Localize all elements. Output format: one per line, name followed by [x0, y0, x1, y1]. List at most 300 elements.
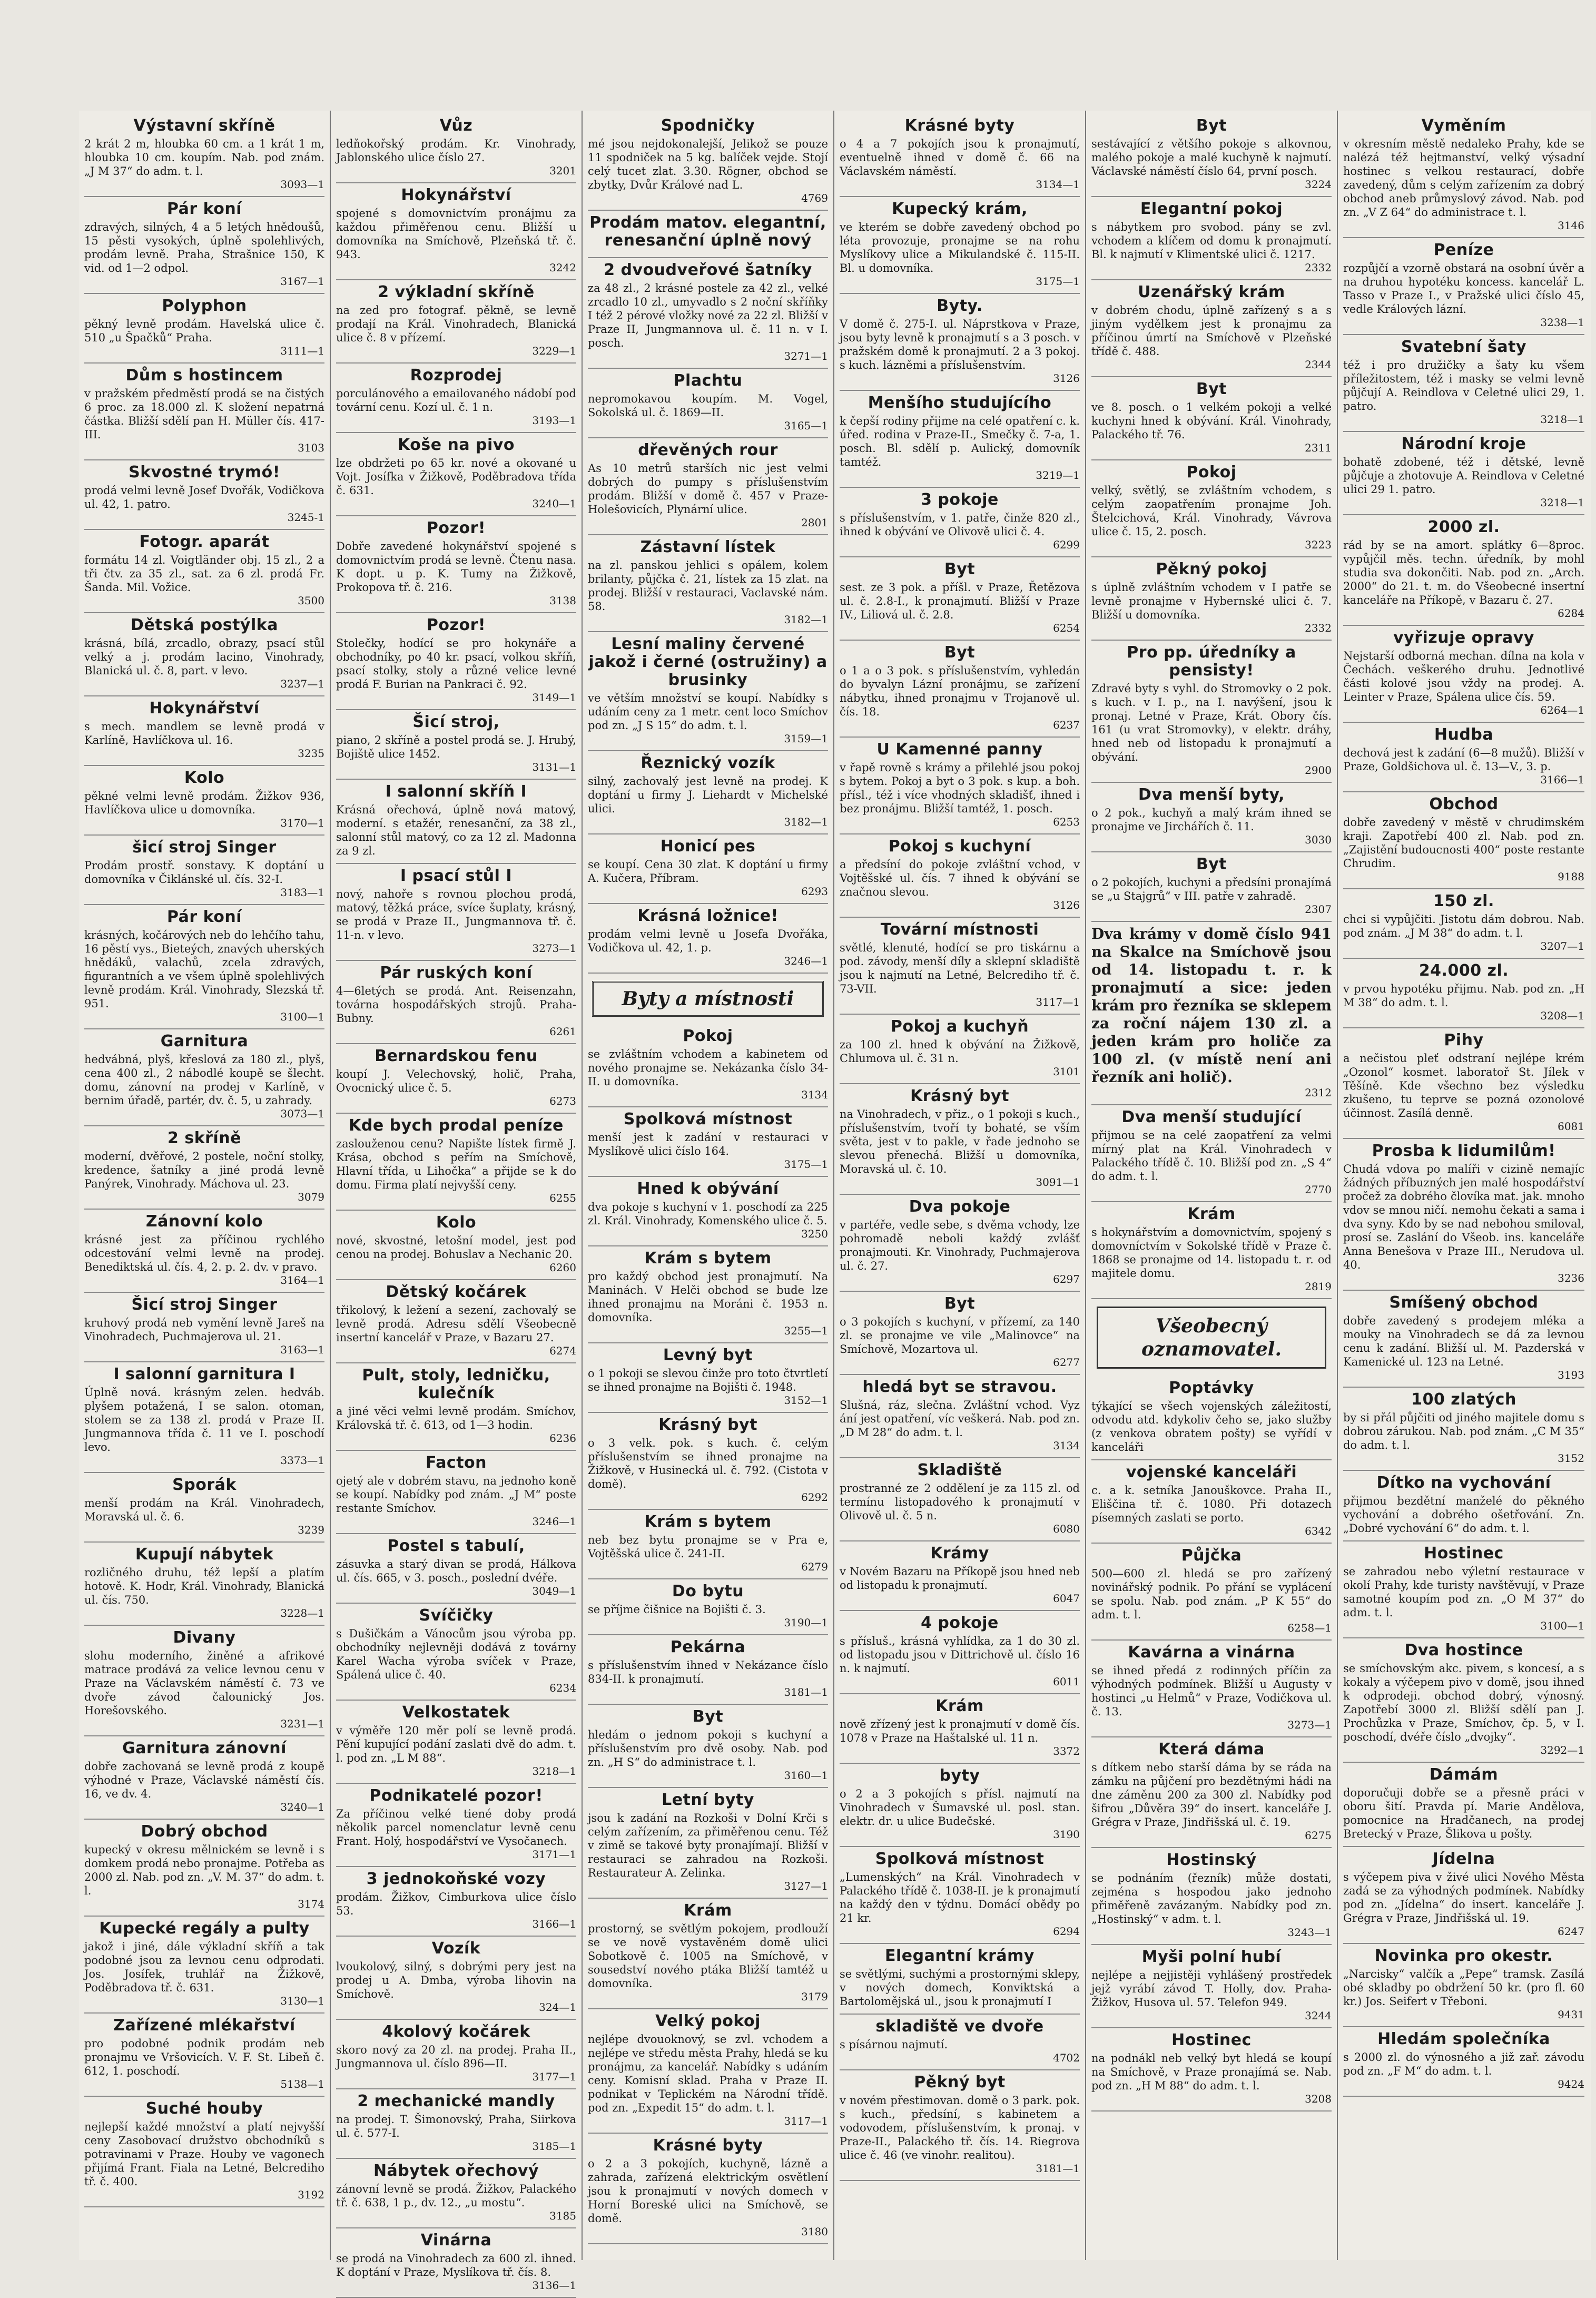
- ad-reference-number: 3240—1: [280, 1801, 324, 1813]
- ad-reference-number: 3138: [549, 594, 576, 607]
- ad-text: 4—6letých se prodá. Ant. Reisenzahn, továrna hospodářských strojů. Praha-Bubny.: [336, 985, 576, 1025]
- ad-heading: Vinárna: [420, 2231, 492, 2250]
- ad-reference-number: 3134—1: [1036, 178, 1080, 191]
- ad-text: s 2000 zl. do výnosného a již zař. závodu pod zn. „F M“ do adm. t. l.: [1343, 2051, 1584, 2077]
- ad-text: porculánového a emailovaného nádobí pod tovární cenu. Kozí ul. č. 1 n.: [336, 387, 576, 414]
- ad-reference-number: 3182—1: [784, 613, 828, 626]
- ad-heading: Řeznický vozík: [641, 754, 775, 772]
- ad-heading: 2 mechanické mandly: [357, 2092, 555, 2110]
- ad-text: prodá velmi levně Josef Dvořák, Vodičkova ul. 42, 1. patro.: [84, 484, 324, 510]
- ad-heading: Byt: [1196, 116, 1227, 135]
- ad-heading: Kupecké regály a pulty: [99, 1919, 310, 1938]
- ad-reference-number: 3146: [1558, 219, 1584, 232]
- ad-reference-number: 3134: [1053, 1439, 1080, 1452]
- classified-ad: [1343, 1388, 1584, 1471]
- ad-reference-number: 3175—1: [784, 1158, 828, 1171]
- ad-text: s výčepem piva v živé ulici Nového Města zadá se za výhodných podmínek. Nabídky pod zn. „Jídelna“ do insert. kanceláře J. Grégra v Praze, Jindřišská ul. 19.: [1343, 1871, 1584, 1924]
- ad-reference-number: 3101: [1053, 1065, 1080, 1078]
- ad-text: chci si vypůjčiti. Jistotu dám dobrou. Nab. pod znám. „J M 38“ do adm. t. l.: [1343, 913, 1584, 939]
- ad-text: V domě č. 275-I. ul. Náprstkova v Praze, jsou byty levně k pronajmutí s a 3 posch. v pražském domě k pronajmutí. 2 a 3 pokoj. s kuch. lázněmi a příslušenstvím.: [840, 318, 1080, 371]
- ad-text: se příjme čišnice na Bojišti č. 3.: [588, 1603, 766, 1616]
- ad-text: se světlými, suchými a prostornými sklepy, v nových domech, Konviktská a Bartolomějská ul., jsou k pronajmutí I: [840, 1968, 1080, 2008]
- ad-reference-number: 6279: [801, 1560, 828, 1573]
- classified-ad: [840, 1847, 1080, 1944]
- ad-heading: Nábytek ořechový: [373, 2162, 539, 2180]
- ad-reference-number: 3100—1: [280, 1010, 324, 1023]
- ad-heading: Zánovní kolo: [145, 1212, 263, 1231]
- classified-ad: [1091, 852, 1332, 922]
- classified-ad: [1091, 922, 1332, 1105]
- ad-heading: Národní kroje: [1401, 435, 1526, 453]
- ad-reference-number: 9188: [1558, 870, 1584, 883]
- classified-ad: [1343, 114, 1584, 238]
- ad-reference-number: 3208—1: [1540, 1009, 1584, 1022]
- ad-reference-number: 3185: [549, 2209, 576, 2222]
- ad-text: lvoukolový, silný, s dobrými pery jest na prodej u A. Dmba, výroba lihovin na Smíchově.: [336, 1960, 576, 2000]
- ad-heading: 2 dvoudveřové šatníky: [604, 261, 812, 279]
- ad-heading: Krám s bytem: [644, 1513, 772, 1531]
- ad-text: nový, nahoře s rovnou plochou prodá, matový, těžká práce, svíce šuplaty, krásný, se prodá v Praze II., Jungmannova tř. č. 11-n. v levo.: [336, 888, 576, 941]
- ad-heading: Pult, stoly, ledničku, kulečník: [362, 1366, 550, 1402]
- ad-reference-number: 3136—1: [532, 2279, 576, 2292]
- ad-reference-number: 6260: [549, 1261, 576, 1274]
- ad-text: o 2 pokojích, kuchyni a předsíni pronajímá se „u Stajgrů“ v III. patře v zahradě.: [1091, 876, 1332, 902]
- classified-ad: [336, 1114, 576, 1211]
- classified-ad: [84, 294, 324, 364]
- classified-ad: [336, 780, 576, 864]
- ad-text: nepromokavou koupím. M. Vogel, Sokolská ul. č. 1869—II.: [588, 392, 828, 419]
- ad-reference-number: 6080: [1053, 1523, 1080, 1535]
- classified-ad: [840, 1611, 1080, 1694]
- ad-heading: Poptávky: [1169, 1379, 1254, 1397]
- ad-text: spojené s domovnictvím pronájmu za každou přiměřenou cenu. Bližší u domovníka na Smíchově, Plzeňská tř. č. 943.: [336, 207, 576, 261]
- ad-text: v pražském předměstí prodá se na čistých 6 proc. za 18.000 zl. K složení nepatrná částka. Bližší sdělí pan H. Müller čís. 417-III.: [84, 387, 324, 441]
- classified-ad: [840, 1015, 1080, 1084]
- ad-heading: Pár ruských koní: [380, 964, 533, 982]
- classified-ad: [588, 1579, 828, 1635]
- ad-reference-number: 9424: [1558, 2078, 1584, 2090]
- ad-heading: Lesní maliny červené jakož i černé (ostružiny) a brusinky: [588, 635, 827, 689]
- ad-heading: Letní byty: [662, 1791, 754, 1809]
- classified-ad: [840, 1694, 1080, 1764]
- ad-heading: 2 skříně: [168, 1129, 241, 1147]
- ad-text: Nejstarší odborná mechan. dílna na kola v Čechách. veškerého druhu. Jednotlivé části kolové jsou vždy na prodej. A. Leinter v Praze, Spálena ulice čís. 59.: [1343, 650, 1584, 703]
- ad-text: Prodám prostř. sonstavy. K doptání u domovníka v Čiklánské ul. čís. 32-I.: [84, 859, 324, 886]
- ad-text: ve větším množství se koupí. Nabídky s udáním ceny za 1 metr. cent loco Smíchov pod zn. „J S 15“ do adm. t. l.: [588, 692, 828, 732]
- ad-reference-number: 2801: [801, 516, 828, 529]
- ad-heading: 3 jednokoňské vozy: [366, 1870, 546, 1888]
- ad-text: „Lumenských“ na Král. Vinohradech v Palackého třídě č. 1038-II. je k pronajmutí na každý den v týdnu. Domácí obědy po 21 kr.: [840, 1871, 1080, 1924]
- ad-reference-number: 3185—1: [532, 2140, 576, 2153]
- ad-reference-number: 3100—1: [1540, 1619, 1584, 1632]
- ad-heading: Tovární místnosti: [880, 920, 1039, 939]
- ad-text: ve kterém se dobře zavedený obchod po léta provozuje, pronajme se na rohu Myslíkovy ulice a Mikulandské č. 115-II. Bl. u domovníka.: [840, 221, 1080, 274]
- ad-heading: Sporák: [172, 1476, 237, 1494]
- ad-text: „Narcisky“ valčík a „Pepe“ tramsk. Zasílá obé skladby po obdržení 50 kr. (pro fl. 60 kr.) Jos. Seifert v Třeboni.: [1343, 1968, 1584, 2008]
- classified-ad: [336, 183, 576, 280]
- ad-text: c. a k. setníka Janouškovce. Praha II., Eliščina tř. č. 1080. Při dotazech písemných zaslati se porto.: [1091, 1484, 1332, 1524]
- ad-heading: Dobrý obchod: [141, 1822, 268, 1841]
- ad-heading: vojenské kanceláři: [1126, 1463, 1297, 1481]
- ad-reference-number: 4702: [1053, 2051, 1080, 2064]
- classified-ad: [588, 1635, 828, 1705]
- ad-reference-number: 3180: [801, 2225, 828, 2238]
- ad-reference-number: 3049—1: [532, 1585, 576, 1597]
- ad-heading: Divany: [173, 1628, 236, 1647]
- classified-ad: [84, 1210, 324, 1293]
- ad-reference-number: 3246—1: [784, 955, 828, 967]
- classified-ad: [336, 2089, 576, 2159]
- ad-heading: Hudba: [1434, 725, 1494, 744]
- ad-reference-number: 2900: [1305, 764, 1332, 777]
- ad-heading: Krám s bytem: [644, 1249, 772, 1268]
- ad-heading: Rozprodej: [410, 366, 503, 385]
- ad-text: v řapě rovně s krámy a přilehlé jsou pokoj s bytem. Pokoj a byt o 3 pok. s kup. a boh. přísl., též i více vhodných skladišť, ihned i bez pronájmu. Bližší tamtéž, 1. posch.: [840, 761, 1080, 815]
- ad-heading: Garnitura zánovní: [122, 1739, 287, 1757]
- ad-heading: Krám: [684, 1901, 732, 1920]
- ad-heading: Kde bych prodal peníze: [349, 1116, 564, 1135]
- classified-ad: [840, 557, 1080, 641]
- classified-ad: [588, 1788, 828, 1899]
- ad-heading: Dítko na vychování: [1376, 1474, 1551, 1492]
- ad-text: krásná, bílá, zrcadlo, obrazy, psací stůl velký a j. prodám lacino, Vinohrady, Blanická ul. č. 8, part. v levo.: [84, 637, 324, 677]
- ad-heading: Elegantní krámy: [885, 1947, 1035, 1965]
- ad-reference-number: 3193—1: [532, 414, 576, 427]
- ad-reference-number: 6247: [1558, 1925, 1584, 1938]
- ad-heading: Byt: [1196, 855, 1227, 873]
- classified-ad: [1091, 1460, 1332, 1544]
- ad-heading: Šicí stroj Singer: [131, 1295, 278, 1314]
- ad-text: pro podobné podnik prodám neb pronajmu ve Vršovicích. V. F. St. Libeň č. 612, 1. poschodí.: [84, 2037, 324, 2077]
- ad-heading: Zástavní lístek: [640, 538, 776, 556]
- classified-ad: [1091, 377, 1332, 460]
- ad-text: krásné jest za příčinou rychlého odcestování velmi levně na prodej. Benediktská ul. čís. 4, 2. p. 2. dv. v pravo.: [84, 1233, 324, 1273]
- ad-reference-number: 3246—1: [532, 1515, 576, 1528]
- ad-text: o 3 velk. pok. s kuch. č. celým příslušenstvím se ihned pronajme na Žižkově, v Husinecká ul. č. 792. (Cistota v domě).: [588, 1437, 828, 1490]
- classified-ad: [840, 1458, 1080, 1541]
- classified-ad: [588, 1705, 828, 1788]
- classified-ad: [840, 2015, 1080, 2070]
- classified-ad: [1091, 2028, 1332, 2112]
- ad-text: o 3 pokojích s kuchyní, v přízemí, za 140 zl. se pronajme ve vile „Malinovce“ na Smíchově, Mozartova ul.: [840, 1315, 1080, 1356]
- ad-reference-number: 3239: [298, 1524, 324, 1536]
- ad-heading: Kavárna a vinárna: [1128, 1643, 1295, 1662]
- classified-ad: [84, 197, 324, 294]
- ad-text: dechová jest k zadání (6—8 mužů). Bližší v Praze, Goldšichova ul. č. 13—V., 3. p.: [1343, 747, 1584, 773]
- classified-ad: [1343, 1139, 1584, 1291]
- ad-reference-number: 6258—1: [1287, 1622, 1332, 1634]
- classified-ad: [840, 1944, 1080, 2015]
- ad-reference-number: 3231—1: [280, 1717, 324, 1730]
- ad-text: se prodá na Vinohradech za 600 zl. ihned. K doptání v Praze, Myslíkova tř. čís. 8.: [336, 2252, 576, 2279]
- ad-text: dva pokoje s kuchyní v 1. poschodí za 225 zl. Král. Vinohrady, Komenského ulice č. 5.: [588, 1201, 828, 1227]
- classified-ad: [84, 1473, 324, 1543]
- ad-heading: dřevěných rour: [638, 441, 778, 459]
- ad-heading: Pekárna: [670, 1638, 746, 1656]
- classified-ad: [588, 2009, 828, 2134]
- ad-reference-number: 3218—1: [532, 1765, 576, 1777]
- ad-text: o 1 pokoji se slevou činže pro toto čtvrtletí se ihned pronajme na Bojišti č. 1948.: [588, 1367, 828, 1393]
- classified-ad: [1091, 1945, 1332, 2028]
- ad-text: s úplně zvláštním vchodem v I patře se levně pronajme v Hybernské ulici č. 7. Bližší u domovníka.: [1091, 581, 1332, 621]
- ad-heading: Suché houby: [145, 2099, 263, 2118]
- ad-reference-number: 3193: [1558, 1369, 1584, 1381]
- ad-column: [1086, 111, 1338, 2260]
- ad-text: o 2 a 3 pokojích s přísl. najmutí na Vinohradech v Šumavské ul. posl. stan. elektr. dr. u ulice Budečské.: [840, 1788, 1080, 1828]
- ad-heading: skladiště ve dvoře: [875, 2017, 1044, 2036]
- ad-text: formátu 14 zl. Voigtländer obj. 15 zl., 2 a tři čtv. za 35 zl., sat. za 6 zl. prodá Fr. Šanda. Mil. Vožice.: [84, 554, 324, 594]
- classified-ad: [336, 1044, 576, 1114]
- ad-reference-number: 6275: [1305, 1829, 1332, 1842]
- ad-heading: Honicí pes: [660, 837, 756, 856]
- ad-heading: Hledám společníka: [1377, 2030, 1550, 2048]
- ad-reference-number: 3079: [298, 1191, 324, 1203]
- ad-reference-number: 6081: [1558, 1120, 1584, 1133]
- classified-ad: [1343, 792, 1584, 889]
- classified-ad: [840, 1541, 1080, 1611]
- classified-ad: [840, 1084, 1080, 1195]
- ad-heading: Krásný byt: [658, 1416, 757, 1434]
- ad-text: s mech. mandlem se levně prodá v Karlíně, Havlíčkova ul. 16.: [84, 720, 324, 747]
- ad-heading: Svíčičky: [419, 1606, 494, 1625]
- ad-text: 2 krát 2 m, hloubka 60 cm. a 1 krát 1 m, hloubka 10 cm. koupím. Nab. pod znám. „J M 37“ do adm. t. l.: [84, 138, 324, 178]
- ad-text: s písárnou najmutí.: [840, 2038, 948, 2051]
- ad-heading: I salonní garnitura I: [113, 1365, 295, 1383]
- ad-reference-number: 3163—1: [280, 1343, 324, 1356]
- classified-ad: [588, 1177, 828, 1246]
- ad-heading: Dva pokoje: [909, 1197, 1011, 1216]
- classified-ad: [588, 1899, 828, 2009]
- ad-heading: Garnitura: [160, 1032, 249, 1050]
- classified-ad: [588, 1246, 828, 1343]
- ad-reference-number: 2332: [1305, 622, 1332, 634]
- ad-text: pěkné velmi levně prodám. Žižkov 936, Havlíčkova ulice u domovníka.: [84, 790, 324, 816]
- ad-heading: Byt: [944, 1294, 976, 1313]
- classified-ad: [336, 864, 576, 961]
- ad-text: v dobrém chodu, úplně zařízený s a s jiným vydělkem jest k pronajmu za příčinou úmrtí na Smíchově v Plzeňské třídě č. 488.: [1091, 304, 1332, 358]
- ad-text: týkající se všech vojenských záležitostí, odvodu atd. kdykoliv čeho se, jako služby (z venkova obratem pošty) se vyřídí v kanceláři: [1091, 1400, 1332, 1454]
- ad-reference-number: 6234: [549, 1682, 576, 1694]
- classified-ad: [336, 1363, 576, 1451]
- ad-reference-number: 6299: [1053, 538, 1080, 551]
- classified-ad: [840, 114, 1080, 197]
- ad-text: s nábytkem pro svobod. pány se zvl. vchodem a klíčem od domu k pronajmutí. Bl. k najmutí v Klimentské ulici č. 1217.: [1091, 221, 1332, 261]
- ad-text: se smíchovským akc. pivem, s koncesí, a s kokaly a výčepem pivo v domě, jsou ihned k odprodeji. obchod dobrý, výnosný. Zapotřebí 3000 zl. Bližší sdělí pan J. Prochůzka v Praze, Smíchov, čp. 5, v I. poschodí, dvéře číslo „dvojky“.: [1343, 1662, 1584, 1743]
- classified-ad: [84, 2014, 324, 2097]
- ad-reference-number: 3177—1: [532, 2070, 576, 2083]
- classified-ad: [588, 632, 828, 751]
- newspaper-page: [79, 111, 1591, 2292]
- classified-ad: [1091, 783, 1332, 852]
- ad-reference-number: 3237—1: [280, 677, 324, 690]
- ad-heading: Novinka pro okestr.: [1374, 1947, 1553, 1965]
- ad-text: dobře zachovaná se levně prodá z koupě výhodné v Praze, Václavské náměstí čís. 16, ve dv. 4.: [84, 1760, 324, 1800]
- ad-heading: byty: [939, 1766, 980, 1785]
- classified-ad: [840, 1195, 1080, 1292]
- ad-column: [79, 111, 331, 2260]
- ad-reference-number: 2344: [1305, 358, 1332, 371]
- classified-ad: [336, 1604, 576, 1701]
- ad-heading: Pokoj s kuchyní: [888, 837, 1031, 856]
- ad-text: Dva krámy v domě číslo 941 na Skalce na Smíchově jsou od 14. listopadu t. r. k pronajmutí a sice: jeden krám pro řezníka se sklepem za roční nájem 130 zl. a jeden krám pro holiče za 100 zl. (v místě není ani řezník ani holič).: [1091, 925, 1332, 1086]
- ad-text: ojetý ale v dobrém stavu, na jednoho koně se koupí. Nabídky pod znám. „J M“ poste restante Smíchov.: [336, 1475, 576, 1515]
- ad-heading: 4kolový kočárek: [382, 2022, 530, 2041]
- classified-ad: [1343, 432, 1584, 515]
- classified-ad: [588, 834, 828, 904]
- ad-reference-number: 6342: [1305, 1525, 1332, 1537]
- ad-reference-number: 4769: [801, 192, 828, 204]
- ad-reference-number: 3273—1: [1287, 1718, 1332, 1731]
- ad-text: koupí J. Velechovský, holič, Praha, Ovocnický ulice č. 5.: [336, 1068, 576, 1094]
- classified-ad: [84, 613, 324, 696]
- ad-reference-number: 6237: [1053, 719, 1080, 731]
- ad-reference-number: 6273: [549, 1095, 576, 1107]
- classified-ad: [1343, 1763, 1584, 1847]
- ad-text: dobře zavedený s prodejem mléka a mouky na Vinohradech se dá za levnou cenu k zadání. Bližší ul. M. Pazderská v Kamenické ul. 123 na Letné.: [1343, 1314, 1584, 1368]
- ad-heading: Skladiště: [917, 1461, 1002, 1479]
- ad-text: kruhový prodá neb vymění levně Jareš na Vinohradech, Puchmajerova ul. 21.: [84, 1317, 324, 1343]
- ad-heading: Hokynářství: [149, 699, 260, 718]
- ad-text: ledňokořský prodám. Kr. Vinohrady, Jablonského ulice číslo 27.: [336, 138, 576, 164]
- ad-heading: Bernardskou fenu: [375, 1047, 538, 1065]
- ad-reference-number: 3240—1: [532, 497, 576, 510]
- classified-ad: [840, 641, 1080, 738]
- ad-reference-number: 3229—1: [532, 345, 576, 357]
- classified-ad: [84, 836, 324, 905]
- classified-ad: [840, 197, 1080, 294]
- ad-reference-number: 2307: [1305, 903, 1332, 916]
- ad-heading: Uzenářský krám: [1138, 283, 1285, 301]
- ad-text: za 48 zl., 2 krásné postele za 42 zl., velké zrcadlo 10 zl., umyvadlo s 2 noční skříňky I též 2 pérové vložky nové za 22 zl. Bližší v Praze II, Jungmannova ul. č. 11 n. v I. posch.: [588, 282, 828, 349]
- classified-ad: [588, 1024, 828, 1107]
- ad-reference-number: 2312: [1305, 1086, 1332, 1099]
- ad-reference-number: 6277: [1053, 1356, 1080, 1369]
- ad-text: s Dušičkám a Vánocům jsou výroba pp. obchodníky nejlevněji dodává z továrny Karel Wacha výroba svíček v Praze, Spálená ulice č. 40.: [336, 1627, 576, 1681]
- classified-ad: [336, 2228, 576, 2298]
- ad-reference-number: 3218—1: [1540, 496, 1584, 509]
- classified-ad: [336, 2159, 576, 2228]
- ad-reference-number: 3181—1: [1036, 2162, 1080, 2175]
- classified-ad: [840, 2070, 1080, 2181]
- ad-heading: Krám: [1187, 1205, 1236, 1223]
- classified-ad: [1091, 1737, 1332, 1848]
- classified-ad: [588, 2134, 828, 2244]
- ad-reference-number: 3242: [549, 261, 576, 274]
- ad-text: neb bez bytu pronajme se v Pra e, Vojtěšská ulice č. 241-II.: [588, 1534, 828, 1560]
- classified-ad: [336, 2020, 576, 2089]
- ad-reference-number: 3243—1: [1287, 1926, 1332, 1939]
- classified-ad: [84, 1626, 324, 1736]
- ad-text: se zvláštním vchodem a kabinetem od nového pronajme se. Nekázanka číslo 34-II. u domovníka.: [588, 1048, 828, 1088]
- ad-reference-number: 6264—1: [1540, 704, 1584, 716]
- ad-text: mé jsou nejdokonalejší, Jelikož se pouze 11 spodniček na 5 kg. balíček vejde. Stojí celý tucet zlat. 3.30. Rögner, obchod se zbytky, Dvůr Králové nad L.: [588, 138, 828, 191]
- ad-reference-number: 3171—1: [532, 1848, 576, 1861]
- ad-reference-number: 3201: [549, 164, 576, 177]
- ad-reference-number: 3166—1: [532, 1918, 576, 1930]
- ad-heading: Krásný byt: [910, 1087, 1009, 1105]
- classified-ad: [84, 114, 324, 197]
- ad-reference-number: 3111—1: [280, 345, 324, 357]
- ad-reference-number: 3224: [1305, 178, 1332, 191]
- ad-text: k čepší rodiny přijme na celé opatření c. k. úřed. rodina v Praze-II., Smečky č. 7-a, 1. posch. Bl. sdělí p. Aulický, domovník tamtéž.: [840, 415, 1080, 468]
- classified-ad: [1343, 515, 1584, 626]
- ad-reference-number: 6294: [1053, 1925, 1080, 1938]
- classified-ad: [1343, 1638, 1584, 1763]
- ad-heading: hledá byt se stravou.: [862, 1378, 1057, 1396]
- ad-reference-number: 3091—1: [1036, 1176, 1080, 1189]
- ad-heading: vyřizuje opravy: [1393, 628, 1534, 647]
- ad-text: dobře zavedený v městě v chrudimském kraji. Zapotřebí 400 zl. Nab. pod zn. „Zajistění budoucnosti 400“ poste restante Chrudim.: [1343, 816, 1584, 870]
- ad-heading: Pokoj: [683, 1027, 733, 1045]
- ad-column: [331, 111, 583, 2292]
- ad-heading: Pozor!: [426, 519, 486, 537]
- ad-reference-number: 3245-1: [287, 511, 324, 524]
- ad-text: zásuvka a starý divan se prodá, Hálkova ul. čís. 665, v 3. posch., poslední dvéře.: [336, 1558, 576, 1584]
- ad-reference-number: 3166—1: [1540, 773, 1584, 786]
- ad-text: s dítkem nebo starší dáma by se ráda na zámku na půjčení pro bezdětnými hádi na dne záměnu 200 za 300 zl. Nabídky pod šifrou „Důvěra 39“ do insert. kanceláře J. Grégra v Praze, Jindřišská ul. č. 19.: [1091, 1761, 1332, 1829]
- ad-text: o 1 a o 3 pok. s příslušenstvím, vyhledán do byvalyn Lázní pronájmu, se zařízení nábytku, ihned pronajmu v Trojanově ul. čís. 18.: [840, 664, 1080, 718]
- ad-heading: Půjčka: [1181, 1546, 1242, 1565]
- ad-text: světlé, klenuté, hodící se pro tiskárnu a pod. závody, menší díly a sklepní skladiště jsou k najmutí na Letné, Belcrediho tř. č. 73-VII.: [840, 941, 1080, 995]
- classified-ad: [1343, 238, 1584, 335]
- ad-text: Slušná, ráz, slečna. Zvláštní vchod. Vyz ání jest opatření, víc veškerá. Nab. pod zn. „D M 28“ do adm. t. l.: [840, 1399, 1080, 1439]
- ad-text: v partéře, vedle sebe, s dvěma vchody, lze pohromadě neboli každý zvlášť pronajmouti. Kr. Vinohrady, Puchmajerova ul. č. 27.: [840, 1219, 1080, 1272]
- ad-reference-number: 3175—1: [1036, 275, 1080, 288]
- ad-text: na podnákl neb velký byt hledá se koupí na Smíchově, v Praze pronajímá se. Nab. pod zn. „H M 88“ do adm. t. l.: [1091, 2052, 1332, 2092]
- classified-ad: [336, 364, 576, 433]
- ad-text: bohatě zdobené, též i dětské, levně půjčuje a zhotovuje A. Reindlova v Celetné ulici 29 1. patro.: [1343, 456, 1584, 496]
- ad-text: zaslouženou cenu? Napište lístek firmě J. Krása, obchod s peřím na Smíchově, Hlavní třída, u Lihočka“ a přijde se k do domu. Firma platí nejvyšší ceny.: [336, 1137, 576, 1191]
- ad-heading: Velkostatek: [402, 1703, 510, 1722]
- ad-reference-number: 3372: [1053, 1745, 1080, 1757]
- classified-ad: [588, 1343, 828, 1413]
- ad-reference-number: 3103: [298, 441, 324, 454]
- ad-reference-number: 3130—1: [280, 1995, 324, 2007]
- ad-reference-number: 6236: [549, 1432, 576, 1445]
- classified-ad: [84, 1917, 324, 2014]
- ad-reference-number: 3250: [801, 1227, 828, 1240]
- ad-heading: Spolková místnost: [623, 1110, 793, 1128]
- ad-heading: Vozík: [431, 1939, 481, 1958]
- ad-heading: Šicí stroj,: [412, 713, 500, 731]
- ad-reference-number: 3131—1: [532, 761, 576, 773]
- ad-text: lze obdržeti po 65 kr. nové a okované u Vojt. Josífka v Žižkově, Poděbradova třída č. 631.: [336, 457, 576, 497]
- ad-heading: Krásná ložnice!: [637, 907, 779, 925]
- ad-text: jsou k zadání na Rozkoši v Dolní Krči s celým zařízením, za přiměřenou cenu. Též v zimě se takové byty pronajímají. Bližší v restauraci se zahradou na Rozkoši. Restaurateur A. Zelinka.: [588, 1812, 828, 1879]
- ad-text: v novém přestimovan. domě o 3 park. pok. s kuch., předsíní, s kabinetem a vodovodem, příslušenstvím, k pronaj. v Praze-II., Palackého tř. čís. 14. Riegrova ulice č. 46 (ve vinohr. realitou).: [840, 2094, 1080, 2162]
- classified-ad: [588, 1107, 828, 1177]
- classified-ad: [84, 766, 324, 836]
- ad-heading: Dětský kočárek: [386, 1283, 527, 1301]
- ad-heading: Byty.: [937, 297, 983, 315]
- ad-reference-number: 6292: [801, 1491, 828, 1504]
- classified-ad: [1091, 1848, 1332, 1945]
- ad-reference-number: 6253: [1053, 816, 1080, 828]
- classified-ad: [84, 1293, 324, 1362]
- ad-heading: Byt: [944, 560, 976, 578]
- ad-text: v výměře 120 měr polí se levně prodá. Pění kupující podání zaslati dvě do adm. t. l. pod zn. „L M 88“.: [336, 1724, 576, 1764]
- ad-reference-number: 3117—1: [784, 2115, 828, 2127]
- ad-heading: šicí stroj Singer: [132, 838, 277, 857]
- ad-text: nejlépe a nejjistěji vyhlášený prostředek jejž vyrábí závod T. Holly, dov. Praha-Žižkov, Husova ul. 57. Telefon 949.: [1091, 1969, 1332, 2009]
- classified-ad: [588, 438, 828, 535]
- ad-reference-number: 3126: [1053, 899, 1080, 911]
- ad-heading: Hokynářství: [401, 186, 511, 204]
- ad-reference-number: 2770: [1305, 1183, 1332, 1196]
- section-banner: Všeobecný oznamovatel.: [1097, 1307, 1326, 1369]
- classified-ad: [336, 1280, 576, 1363]
- classified-ad: [336, 1451, 576, 1534]
